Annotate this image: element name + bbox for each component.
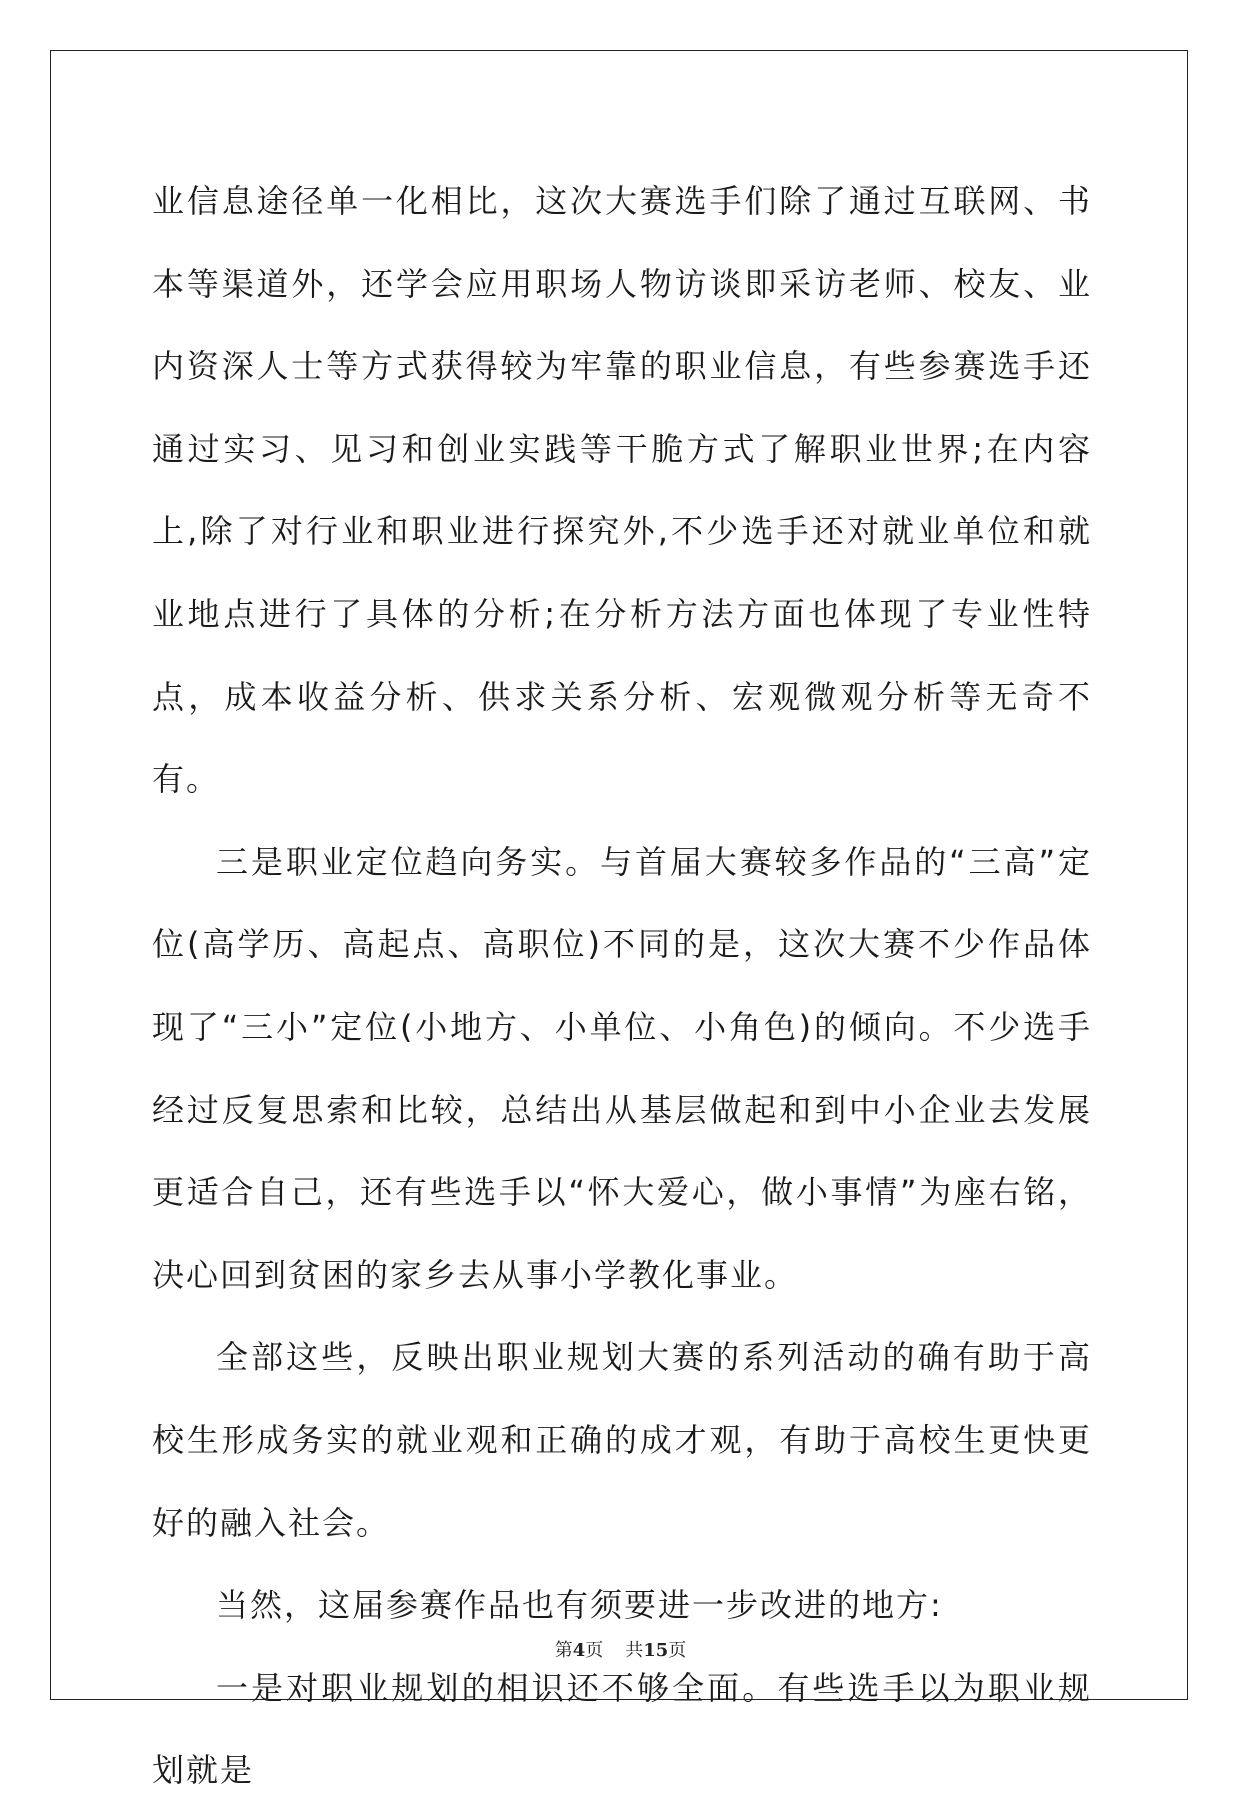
paragraph-5: 一是对职业规划的相识还不够全面。有些选手以为职业规划就是	[152, 1668, 1092, 1790]
total-pages: 15	[643, 1640, 669, 1661]
body-text	[152, 160, 1092, 1812]
paragraph-2: 三是职业定位趋向务实。与首届大赛较多作品的“三高”定位(高学历、高起点、高职位)不同的是，这次大赛不少作品体现了“三小”定位(小地方、小单位、小角色)的倾向。不少选手经过反复思索和比较，总结出从基层做起和到中小企业去发展更适合自己，还有些选手以“怀大爱心，做小事情”为座右铭，决心回到贫困的家乡去从事小学教化事业。	[152, 842, 1092, 1294]
page-footer	[0, 1636, 1241, 1662]
paragraph-3: 全部这些，反映出职业规划大赛的系列活动的确有助于高校生形成务实的就业观和正确的成才观，有助于高校生更快更好的融入社会。	[152, 1338, 1092, 1542]
total-suffix: 页	[668, 1640, 687, 1661]
paragraph-4: 当然，这届参赛作品也有须要进一步改进的地方:	[216, 1586, 943, 1625]
page-suffix: 页	[585, 1640, 604, 1661]
paragraph-1: 业信息途径单一化相比，这次大赛选手们除了通过互联网、书本等渠道外，还学会应用职场人物访谈即采访老师、校友、业内资深人士等方式获得较为牢靠的职业信息，有些参赛选手还通过实习、见习和创业实践等干脆方式了解职业世界;在内容上,除了对行业和职业进行探究外,不少选手还对就业单位和就业地点进行了具体的分析;在分析方法方面也体现了专业性特点，成本收益分析、供求关系分析、宏观微观分析等无奇不有。	[152, 182, 1092, 799]
page-number: 4	[572, 1640, 586, 1661]
total-prefix: 共	[625, 1640, 644, 1661]
page-prefix: 第	[554, 1640, 573, 1661]
